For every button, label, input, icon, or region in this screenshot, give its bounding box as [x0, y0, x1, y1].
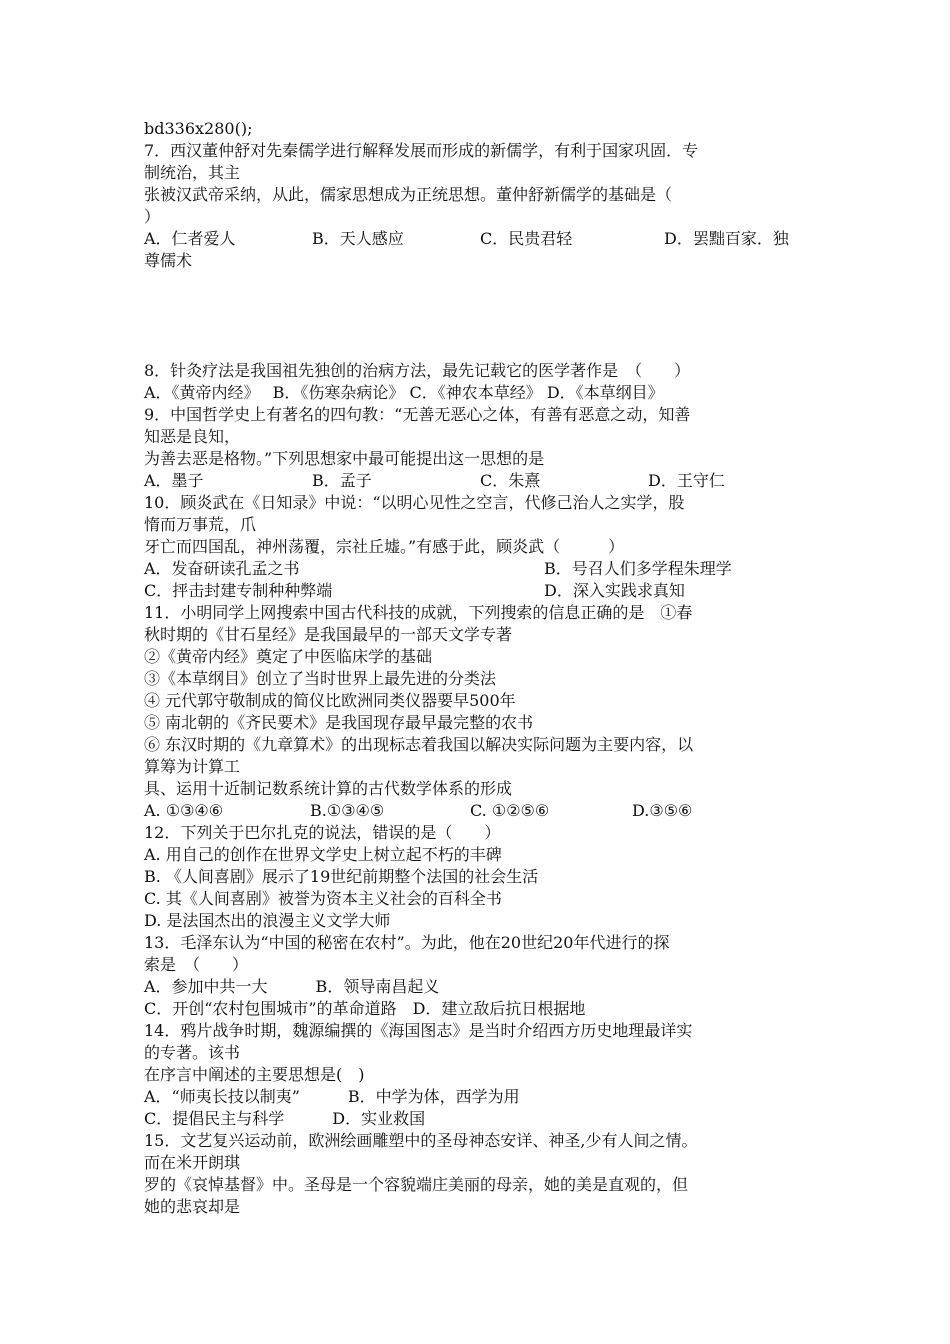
q11-item-3: ③《本草纲目》创立了当时世界上最先进的分类法: [144, 669, 497, 688]
q10-stem-line2: 惰而万事荒，爪: [144, 515, 257, 534]
q15-stem-line4: 她的悲哀却是: [144, 1197, 241, 1216]
q9-stem-line3: 为善去恶是格物。”下列思想家中最可能提出这一思想的是: [144, 449, 545, 468]
q9-stem-line2: 知恶是良知，: [144, 427, 241, 446]
q7-option-a: A．仁者爱人: [144, 229, 236, 248]
q11-option-a: A. ①③④⑥: [144, 801, 224, 820]
q11-item-6-line3: 具、运用十近制记数系统计算的古代数学体系的形成: [144, 779, 513, 798]
q14-stem-line3: 在序言中阐述的主要思想是( ): [144, 1065, 365, 1084]
q10-options-ab: [144, 558, 812, 580]
q11-item-4: ④ 元代郭守敬制成的简仪比欧洲同类仪器要早500年: [144, 691, 516, 710]
q7-option-b: B．天人感应: [312, 229, 404, 248]
q11-item-5: ⑤ 南北朝的《齐民要术》是我国现存最早最完整的农书: [144, 713, 534, 732]
q12-option-b: B. 《人间喜剧》展示了19世纪前期整个法国的社会生活: [144, 867, 539, 886]
q10-options-cd: [144, 580, 812, 602]
q12-stem: 12．下列关于巴尔扎克的说法，错误的是（ ）: [144, 823, 501, 842]
q9-option-c: C．朱熹: [480, 471, 541, 490]
q14-options-ab: A．“师夷长技以制夷” B．中学为体，西学为用: [144, 1087, 520, 1106]
q8-stem: 8．针灸疗法是我国祖先独创的治病方法，最先记载它的医学著作是 （ ）: [144, 361, 691, 380]
q10-stem-line3: 牙亡而四国乱，神州荡覆，宗社丘墟。”有感于此，顾炎武（ ）: [144, 537, 625, 556]
q15-stem-line3: 罗的《哀悼基督》中。圣母是一个容貌端庄美丽的母亲，她的美是直观的，但: [144, 1175, 689, 1194]
q11-stem-line1: 11．小明同学上网搜索中国古代科技的成就，下列搜索的信息正确的是 ①春: [144, 603, 693, 622]
q7-stem-line4: ）: [144, 207, 161, 226]
q12-option-c: C. 其《人间喜剧》被誉为资本主义社会的百科全书: [144, 889, 502, 908]
q11-options: [144, 800, 812, 822]
q13-stem-line2: 索是 （ ）: [144, 955, 249, 974]
q7-stem-line2: 制统治，其主: [144, 163, 241, 182]
q14-options-cd: C．提倡民主与科学 D．实业救国: [144, 1109, 426, 1128]
q13-stem-line1: 13．毛泽东认为“中国的秘密在农村”。为此，他在20世纪20年代进行的探: [144, 933, 670, 952]
q10-option-d: D．深入实践求真知: [544, 581, 685, 600]
q14-stem-line2: 的专著。该书: [144, 1043, 241, 1062]
document-page: [144, 118, 812, 1218]
q12-option-d: D. 是法国杰出的浪漫主义文学大师: [144, 911, 391, 930]
q7-option-d: D．罢黜百家．独: [664, 229, 789, 248]
q13-options-cd: C．开创“农村包围城市”的革命道路 D．建立敌后抗日根据地: [144, 999, 586, 1018]
q11-stem-line2: 秋时期的《甘石星经》是我国最早的一部天文学专著: [144, 625, 513, 644]
q10-option-b: B．号召人们多学程朱理学: [544, 559, 732, 578]
q11-item-2: ②《黄帝内经》奠定了中医临床学的基础: [144, 647, 433, 666]
q9-option-a: A．墨子: [144, 471, 204, 490]
q7-stem-line3: 张被汉武帝采纳，从此，儒家思想成为正统思想。董仲舒新儒学的基础是（: [144, 185, 673, 204]
q15-stem-line2: 而在米开朗琪: [144, 1153, 241, 1172]
header-code: bd336x280();: [144, 119, 253, 138]
q7-stem-line1: 7．西汉董仲舒对先秦儒学进行解释发展而形成的新儒学，有利于国家巩固．专: [144, 141, 699, 160]
q7-option-d-cont: 尊儒术: [144, 251, 193, 270]
blank-space: [144, 272, 812, 360]
q11-item-6-line2: 算筹为计算工: [144, 757, 241, 776]
q9-option-d: D．王守仁: [648, 471, 725, 490]
q8-options: A．《黄帝内经》 B．《伤寒杂病论》 C．《神农本草经》 D．《本草纲目》: [144, 383, 664, 402]
q9-option-b: B．孟子: [312, 471, 372, 490]
q10-option-a: A．发奋研读孔孟之书: [144, 559, 300, 578]
q12-option-a: A. 用自己的创作在世界文学史上树立起不朽的丰碑: [144, 845, 502, 864]
q10-stem-line1: 10．顾炎武在《日知录》中说：“以明心见性之空言，代修己治人之实学，股: [144, 493, 685, 512]
q11-option-b: B.①③④⑤: [310, 801, 385, 820]
q10-option-c: C．抨击封建专制种种弊端: [144, 581, 333, 600]
q15-stem-line1: 15．文艺复兴运动前，欧洲绘画雕塑中的圣母神态安详、神圣,少有人间之情。: [144, 1131, 698, 1150]
q11-option-c: C. ①②⑤⑥: [470, 801, 550, 820]
q13-options-ab: A．参加中共一大 B．领导南昌起义: [144, 977, 440, 996]
q9-stem-line1: 9．中国哲学史上有著名的四句教：“无善无恶心之体，有善有恶意之动，知善: [144, 405, 691, 424]
q7-option-c: C．民贵君轻: [480, 229, 573, 248]
q11-option-d: D.③⑤⑥: [632, 801, 693, 820]
q7-options: [144, 228, 812, 250]
q11-item-6-line1: ⑥ 东汉时期的《九章算术》的出现标志着我国以解决实际问题为主要内容，以: [144, 735, 694, 754]
q14-stem-line1: 14．鸦片战争时期，魏源编撰的《海国图志》是当时介绍西方历史地理最详实: [144, 1021, 693, 1040]
q9-options: [144, 470, 812, 492]
